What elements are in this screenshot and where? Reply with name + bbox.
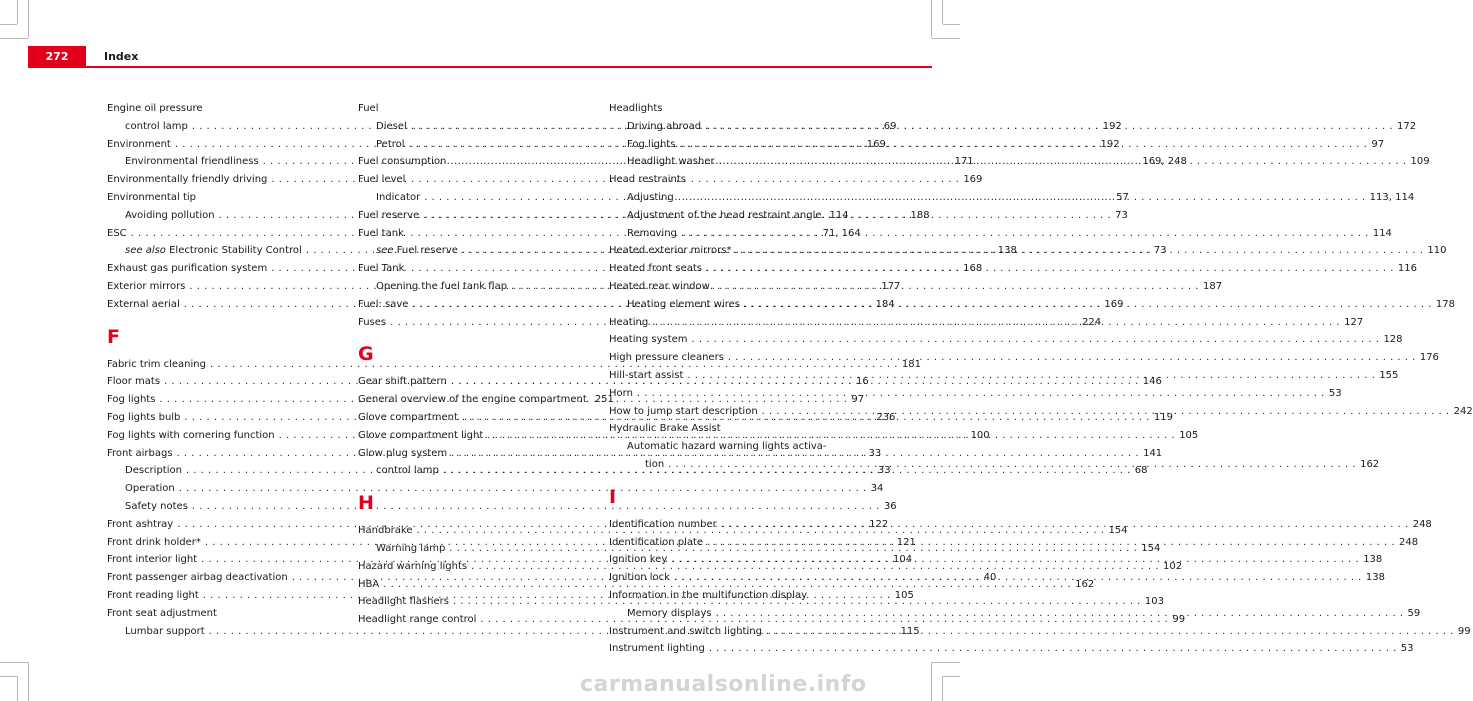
page-reference: 192 [1100,138,1120,150]
crop-mark [0,662,28,663]
dot-leader [735,242,1423,260]
index-entry-term: Heating system [609,334,688,346]
index-entry-term: Handbrake [358,525,413,537]
page-reference: 105 [1179,429,1199,441]
index-entry-term: ESC [107,227,127,239]
header-divider [28,66,932,68]
page-reference: 177 [881,280,901,292]
crop-mark [28,662,29,701]
index-entry-term: Heating element wires [627,298,740,310]
index-subentry [609,207,849,225]
page-reference: 169 [963,174,983,186]
index-entry-term: Diesel [376,120,407,132]
index-entry-heading: Heated rear window [609,280,710,292]
cross-reference-label: see [376,245,394,257]
dot-leader [706,260,1394,278]
index-entry-term: Front drink holder* [107,536,201,548]
index-entry-term: Ignition lock [609,572,670,584]
index-entry-term: Horn [609,387,633,399]
index-entry-term: Fuel: save [358,298,409,310]
page-reference: 73 [1153,245,1167,257]
page-reference: 168 [963,263,983,275]
crop-mark [17,676,18,701]
page-reference: 154 [1108,525,1128,537]
page-reference: 99 [1172,614,1186,626]
dot-leader [671,551,1359,569]
page-reference: 155 [1379,369,1399,381]
page-reference: 33 [877,465,891,477]
page-reference: 71, 164 [822,227,861,239]
index-entry-term: Memory displays [627,607,712,619]
page-reference: 172 [1397,120,1417,132]
crop-mark [932,38,960,39]
index-entry [358,391,614,409]
page-title: Index [104,50,139,63]
index-entry-term: Floor mats [107,376,161,388]
index-entry-heading: Information in the multifunction display [609,589,808,601]
page-reference: 138 [1363,554,1383,566]
page-reference: 115 [900,625,920,637]
index-subentry-heading: Automatic hazard warning lights activa- [627,441,827,453]
dot-leader [679,136,1367,154]
index-entry-term: Glove compartment light [358,429,484,441]
index-entry-term: How to jump start description [609,405,758,417]
index-entry-term: External aerial [107,298,180,310]
index-entry-term: Heated exterior mirrors* [609,245,732,257]
page-reference: 187 [1202,280,1223,292]
dot-leader [744,296,1432,314]
page-number: 272 [28,46,86,67]
index-section-letter: F [107,325,120,348]
page-reference: 188 [910,209,930,221]
page-reference: 59 [1407,607,1421,619]
page-reference: 121 [896,536,916,548]
dot-leader [762,403,1450,421]
index-entry-term: Exterior mirrors [107,280,186,292]
page-reference: 73 [1115,209,1128,221]
page-reference: 184 [875,298,895,310]
crop-mark [932,662,960,663]
dot-leader [728,349,1416,367]
page-reference: 251 [594,394,614,406]
index-entry-term: Glow plug system [358,447,448,459]
dot-leader [687,367,1375,385]
page-reference: 116 [1397,263,1418,275]
page-reference: 113, 114 [1369,191,1415,203]
dot-leader [674,569,1362,587]
page-reference: 127 [1344,316,1364,328]
dot-leader [709,640,1397,658]
index-entry-term: Adjustment of the head restraint angle [627,209,822,221]
index-section-letter: G [358,343,374,366]
index-entry-term: HBA [358,578,380,590]
page-reference: 176 [1419,352,1439,364]
index-entry-term: Fabric trim cleaning [107,358,206,370]
crop-mark [0,676,17,677]
page-reference: 224 [1082,316,1102,328]
index-entry-term: Lumbar support [125,625,205,637]
index-entry-term: Environment [107,138,171,150]
index-entry-term: Driving abroad [627,120,702,132]
index-entry-term: Glove compartment [358,411,458,423]
index-entry-term: Instrument lighting [609,643,705,655]
index-entry-heading: Fuel level [358,174,406,186]
index-entry-term: control lamp [125,120,188,132]
page-reference: 40 [983,572,997,584]
cross-reference-label: see also [125,245,166,257]
index-entry-heading: Headlights [609,103,663,114]
page-reference: 242 [1453,405,1473,417]
page-reference: 171 [954,156,974,168]
page-reference: 53 [1400,643,1414,655]
index-entry-heading: Fuel [358,103,379,114]
page-reference: 138 [997,245,1017,257]
page-reference: 16 [855,376,869,388]
crop-mark [943,24,960,25]
page-reference: 236 [876,411,896,423]
page-reference: 169 [1104,298,1124,310]
index-entry-term [376,242,458,260]
index-entry-term: Fuel reserve [358,209,420,221]
page-reference: 34 [870,483,884,495]
index-entry-heading: Fuel Tank [358,263,405,275]
index-entry-term: Fog lights [107,394,156,406]
index-entry-term: Environmentally friendly driving [107,174,268,186]
page-reference: 141 [1143,447,1163,459]
page-reference: 36 [883,500,897,512]
index-entry-heading: Fuel tank [358,227,404,239]
index-entry-term: Warning lamp [376,542,446,554]
index-entry-term: Identification number [609,518,717,530]
index-subentry [107,498,897,516]
page-reference: 99 [1457,625,1471,637]
crop-mark [17,0,18,24]
page-reference: 162 [1075,578,1095,590]
index-entry-term: Fuses [358,316,387,328]
index-entry-term: General overview of the engine compartment [358,394,587,406]
page-reference: 69 [883,120,897,132]
index-subentry [609,225,1392,243]
page-reference: 128 [1383,334,1403,346]
index-section-letter: H [358,492,374,515]
page-reference: 68 [1134,465,1148,477]
index-entry-term: Exhaust gas purification system [107,263,268,275]
index-entry-term: Operation [125,483,175,495]
crop-mark [0,38,28,39]
index-entry-term: Headlight range control [358,614,477,626]
index-entry-term: Headlight washer [627,156,715,168]
index-entry-term: Front interior light [107,554,198,566]
page-reference: 114 [1372,227,1392,239]
page-reference: 119 [1153,411,1173,423]
index-entry-term: Adjusting [627,191,674,203]
dot-leader [721,516,1409,534]
index-entry [609,640,1414,658]
page-reference: 103 [1144,596,1164,608]
page-reference: 53 [1328,387,1342,399]
index-entry-heading: Environmental tip [107,191,196,203]
index-entry-term: Hill-start assist [609,369,684,381]
index-entry-term: Indicator [376,191,421,203]
index-entry-term [125,242,302,260]
index-entry-term: Identification plate [609,536,704,548]
dot-leader [766,623,1454,641]
index-entry-term: Environmental friendliness [125,156,259,168]
index-entry-heading: Hydraulic Brake Assist [609,423,721,435]
dot-leader [652,314,1340,332]
index-entry-term: Hazard warning lights [358,560,468,572]
page-reference: 248 [1412,518,1432,530]
page-reference: 169, 248 [1142,156,1187,168]
page-reference: 109 [1410,156,1430,168]
page-reference: 181 [901,358,921,370]
index-entry-heading: Head restraints [609,174,686,186]
dot-leader [692,331,1380,349]
index-entry-term: Front airbags [107,447,173,459]
page-reference: 138 [1365,572,1385,584]
page-reference: 104 [893,554,913,566]
page-reference: 169 [866,138,886,150]
crop-mark [942,0,943,24]
index-entry [609,331,1403,349]
dot-leader [681,225,1369,243]
dot-leader [719,153,1407,171]
page-reference: 192 [1102,120,1122,132]
page-reference: 33 [868,447,882,459]
index-entry-term: Instrument and switch lighting [609,625,762,637]
page-reference: 97 [1371,138,1385,150]
index-entry-term: Opening the fuel tank flap [376,280,508,292]
crop-mark [931,0,932,38]
page-reference: 110 [1427,245,1447,257]
index-entry-term: Ignition key [609,554,668,566]
page-reference: 102 [1163,560,1183,572]
index-entry-term: Description [125,465,182,477]
crop-mark [28,0,29,38]
cross-reference-target: Fuel reserve [393,245,458,257]
page-reference: 146 [1142,376,1162,388]
crop-mark [942,676,943,701]
page-reference: 57 [1116,191,1129,203]
index-entry-term: Headlight flashers [358,596,449,608]
index-entry-term: Heating [609,316,649,328]
dot-leader [705,118,1393,136]
index-entry-term: Fog lights with cornering function [107,429,275,441]
index-entry-heading: Engine oil pressure [107,103,203,114]
index-entry-term: Front passenger airbag deactivation [107,572,288,584]
watermark: carmanualsonline.info [580,672,867,697]
index-subentry [107,480,884,498]
index-entry-term: Fog lights [627,138,676,150]
index-entry-term: Fog lights bulb [107,411,181,423]
cross-reference-target: Electronic Stability Control [165,245,302,257]
index-section-letter: I [609,485,617,508]
index-entry-term: tion [645,458,665,470]
page-reference: 162 [1360,458,1380,470]
index-entry-term: Fuel consumption [358,156,447,168]
index-entry-term: Gear shift pattern [358,376,447,388]
dot-leader [678,189,1366,207]
dot-leader [707,534,1395,552]
dot-leader [668,456,1356,474]
page-reference: 97 [851,394,865,406]
index-entry-term: Removing [627,227,677,239]
index-entry-term: Front ashtray [107,518,174,530]
page-reference: 154 [1141,542,1161,554]
index-entry-term: Heated front seats [609,263,702,275]
index-entry-term: Avoiding pollution [125,209,215,221]
page-reference: 122 [869,518,889,530]
crop-mark [0,24,17,25]
index-entry-term: Front reading light [107,589,199,601]
index-entry-term: High pressure cleaners [609,352,724,364]
crop-mark [943,676,960,677]
index-entry-term: Safety notes [125,500,188,512]
page-reference: 178 [1435,298,1456,310]
page-reference: 114 [829,209,849,221]
dot-leader [716,605,1404,623]
dot-leader [637,385,1325,403]
index-entry-term: Petrol [376,138,405,150]
crop-mark [931,662,932,701]
page-reference: 105 [894,589,914,601]
page-reference: 100 [970,429,990,441]
index-entry-term: control lamp [376,465,439,477]
index-entry-heading: Front seat adjustment [107,607,217,619]
page-reference: 248 [1399,536,1419,548]
